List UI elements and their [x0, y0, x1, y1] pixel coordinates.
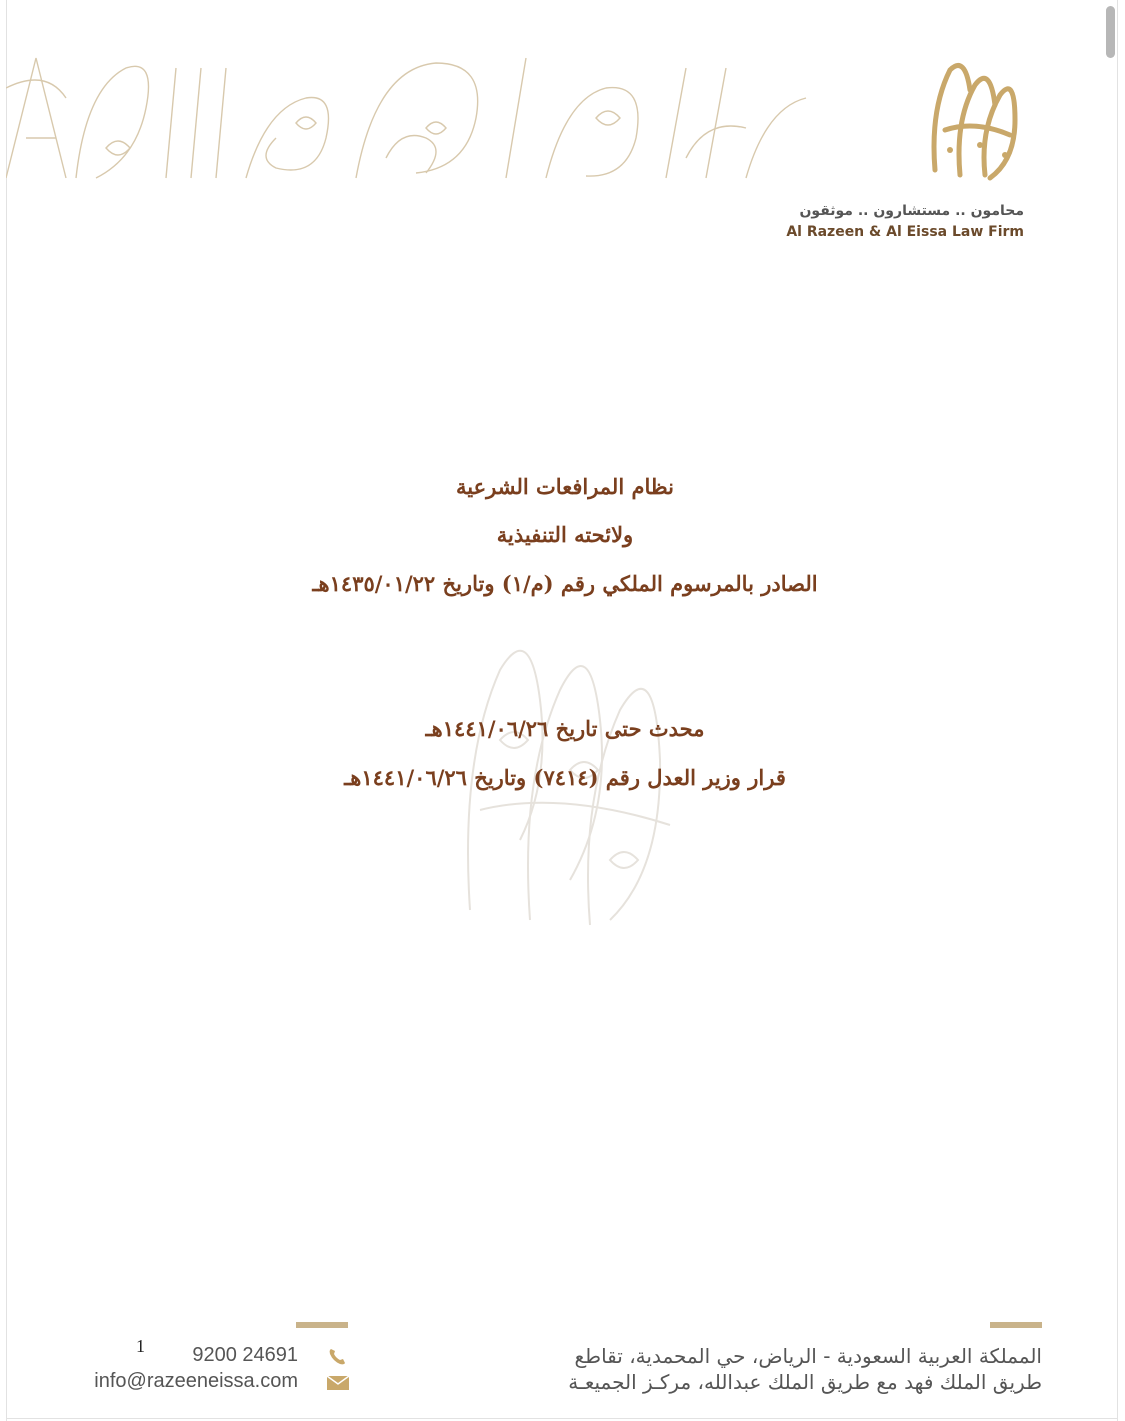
ministerial-decision-line: قرار وزير العدل رقم (٧٤١٤) وتاريخ ١٤٤١/٠٦/٢٦هـ — [344, 765, 786, 790]
page-number: 1 — [136, 1336, 145, 1356]
firm-name: Al Razeen & Al Eissa Law Firm — [786, 224, 1024, 240]
royal-decree-line: الصادر بالمرسوم الملكي رقم (م/١) وتاريخ ١٤٣٥/٠١/٢٢هـ — [312, 571, 818, 596]
page-edge-right — [1117, 0, 1118, 1421]
scrollbar-thumb[interactable] — [1106, 6, 1115, 58]
firm-tagline: محامون .. مستشارون .. موثقون — [799, 203, 1024, 219]
footer-divider-right — [990, 1322, 1042, 1328]
phone-icon — [326, 1346, 348, 1368]
page-edge-bottom — [6, 1418, 1118, 1419]
footer-address-line-2: طريق الملك فهد مع طريق الملك عبدالله، مركـز الجميعـة — [568, 1370, 1042, 1394]
page-edge-left — [6, 0, 7, 1421]
footer-email[interactable]: info@razeeneissa.com — [94, 1370, 298, 1392]
firm-logo — [920, 50, 1030, 185]
footer-divider-left — [296, 1322, 348, 1328]
header-calligraphy-pattern — [6, 48, 816, 183]
footer-address-line-1: المملكة العربية السعودية - الرياض، حي المحمدية، تقاطع — [574, 1344, 1042, 1368]
updated-date-line: محدث حتى تاريخ ١٤٤١/٠٦/٢٦هـ — [425, 716, 705, 741]
document-title: نظام المرافعات الشرعية — [456, 474, 674, 499]
mail-icon — [326, 1374, 350, 1392]
footer-phone: 9200 24691 — [192, 1344, 298, 1366]
document-subtitle: ولائحته التنفيذية — [496, 522, 634, 547]
